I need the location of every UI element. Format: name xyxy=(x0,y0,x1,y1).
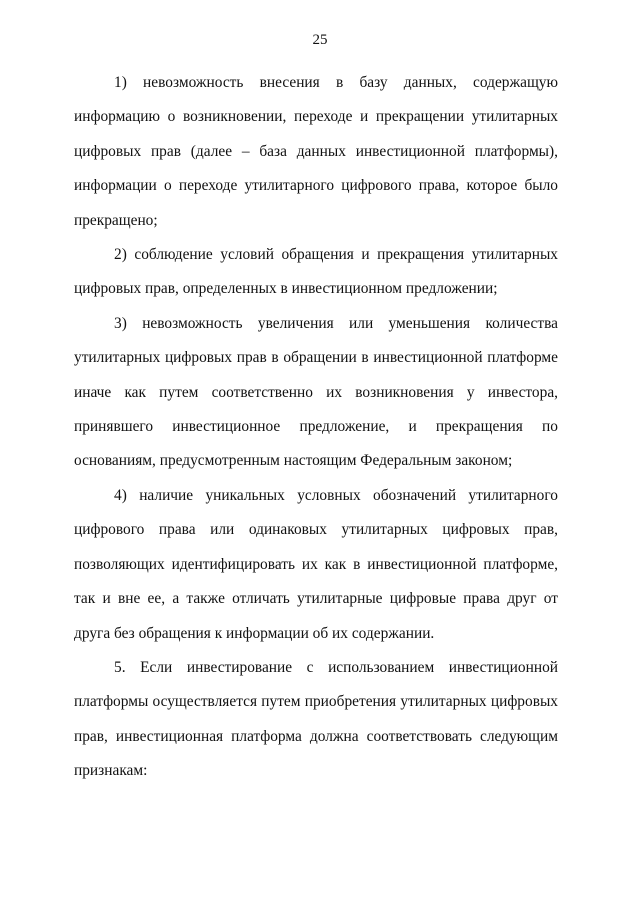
paragraph-item-3: 3) невозможность увеличения или уменьшения количества утилитарных цифровых прав в обращении в инвестиционной платформе иначе как путем соответственно их возникновения у инвестора, принявшего инвестиционное предложение, и прекращения по основаниям, предусмотренным настоящим Федеральным законом; xyxy=(74,314,558,470)
document-body xyxy=(74,66,558,789)
paragraph-item-1: 1) невозможность внесения в базу данных, содержащую информацию о возникновении, переходе и прекращении утилитарных цифровых прав (далее – база данных инвестиционной платформы), информации о переходе утилитарного цифрового права, которое было прекращено; xyxy=(74,74,558,229)
paragraph-section-5: 5. Если инвестирование с использованием инвестиционной платформы осуществляется путем приобретения утилитарных цифровых прав, инвестиционная платформа должна соответствовать следующим признакам: xyxy=(74,658,558,780)
page-number: 25 xyxy=(312,32,328,48)
paragraph-item-2: 2) соблюдение условий обращения и прекращения утилитарных цифровых прав, определенных в инвестиционном предложении; xyxy=(74,246,558,298)
paragraph-item-4: 4) наличие уникальных условных обозначений утилитарного цифрового права или одинаковых утилитарных цифровых прав, позволяющих идентифицировать их как в инвестиционной платформе, так и вне ее, а также отличать утилитарные цифровые права друг от друга без обращения к информации об их содержании. xyxy=(74,486,558,642)
